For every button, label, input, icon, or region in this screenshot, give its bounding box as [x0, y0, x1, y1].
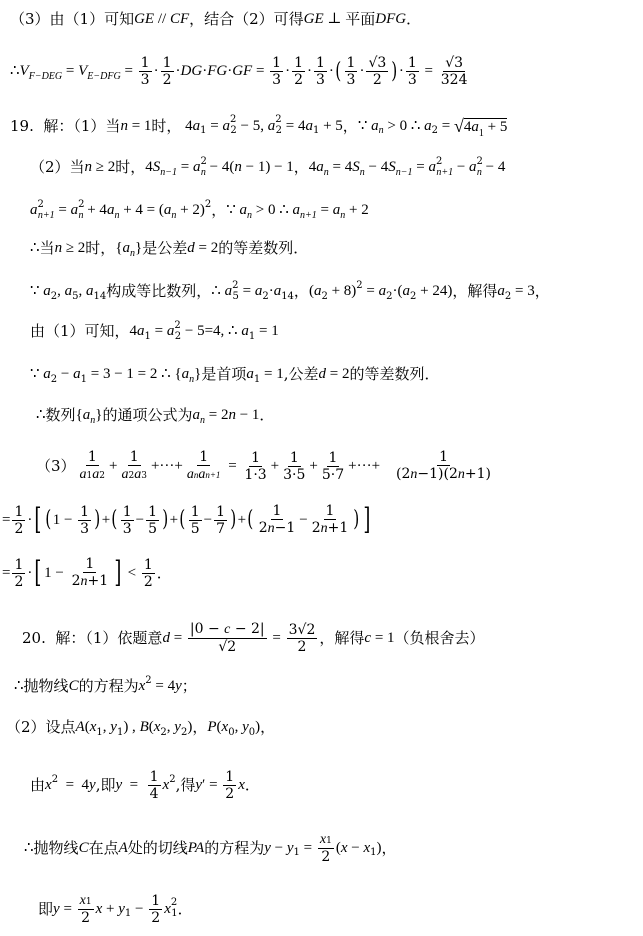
- line-6: ∴ 当 n ≥ 2 时， { a n } 是公差 d = 2 的等差数列．: [30, 239, 309, 259]
- line-5: a 2 n+1 = a 2 n + 4 a n + 4 = ( a n + 2) 2 ， ∵ a n > 0 ∴ a n+1 = a n + 2: [30, 198, 369, 221]
- line-15: ∴ 抛物线 C 的方程为 x 2 = 4 y ；: [14, 674, 197, 695]
- line-7: ∵ a 2 , a 5 , a 14 构成等比数列， ∴ a 2 5 = a 2 · a 14 ， ( a 2 + 8) 2 = a 2 ·( a 2 + 24) ，解得 a 2 = 3 ，: [30, 279, 550, 302]
- line-17: 由 x 2 = 4 y ,即 y = $\frac{1}{4}$ x 2 ,得 y ′ = $\frac{1}{2}$ x ．: [30, 769, 260, 802]
- line-13: = $\frac{1}{2}$ · [ 1 − $\frac{1}{2n+1}$ ] < $\frac{1}{2}$ ．: [2, 555, 172, 590]
- line-12: = $\frac{1}{2}$ · [ ( 1 − $\frac{1}{3}$ ) + ( $\frac{1}{3}$ − $\frac{1}{5}$ ) + ( $\frac{1}{5}$ − $\frac{1}{7}$ ) + ( $\frac{1}{2n-1}$ − $\frac{1}{2n+1}$ ) ]: [2, 502, 371, 537]
- line-18: ∴ 抛物线 C 在点 A 处的切线 PA 的方程为 y − y 1 = $\frac{x1}{2}$ ( x − x 1 ) ，: [24, 832, 397, 865]
- line-19: 即 y = $\frac{x1}{2}$ x + y 1 − $\frac{1}{2}$ x 2 1 ．: [38, 892, 193, 926]
- line-14: 20. 解：（1）依题意 d = $\frac{|0 - c - 2|}{√2}$ = $\frac{3√2}{2}$ ，解得 c = 1 （负根舍去）: [22, 621, 485, 655]
- line-4: （2）当 n ≥ 2 时， 4 S n−1 = a 2 n − 4( n − 1) − 1 ， 4 a n = 4 S n − 4 S n−1 = a 2 n+1 − a 2 n − 4: [30, 155, 506, 178]
- line-2: ∴ V F−DEG = V E−DFG = $\frac{1}{3}$ · $\frac{1}{2}$ · DG · FG · GF = $\frac{1}{3}$ · $\frac{1}{2}$ · $\frac{1}{3}$ · ( $\frac{1}{3}$ · $\frac{√3}{2}$ ) · $\frac{1}{3}$ = $\frac{√3}{324}$: [10, 55, 468, 88]
- line-16: （2）设点 A ( x 1 , y 1 ) , B ( x 2 , y 2 ) ， P ( x 0 , y 0 ) ，: [6, 718, 276, 738]
- line-9: ∵ a 2 − a 1 = 3 − 1 = 2 ∴ { a n } 是首项 a 1 = 1 ,公差 d = 2 的等差数列．: [30, 365, 440, 385]
- line-3: 19. 解：（1）当 n = 1 时， 4 a 1 = a 2 2 − 5, a 2 2 = 4 a 1 + 5 ， ∵ a n > 0 ∴ a 2 = √ $4a_1 + 5$: [10, 114, 508, 139]
- line-1: （3）由（1）可知 GE // CF ，结合（2）可得 GE ⊥ 平面 DFG ．: [10, 10, 422, 28]
- line-11: （3） $\frac{1}{a1a2}$ + $\frac{1}{a2a3}$ +···+ $\frac{1}{\text{anan+1}}$ = $\frac{1}{1\cdot 3}$ + $\frac{1}{3\cdot 5}$ + $\frac{1}{5\cdot 7}$ +···+ $\frac{1}{(2n-1)(2n+1)}$: [36, 449, 491, 483]
- line-10: ∴ 数列 { a n } 的通项公式为 a n = 2 n − 1 ．: [36, 406, 275, 426]
- line-8: 由（1）可知， 4 a 1 = a 2 2 − 5=4, ∴ a 1 = 1: [30, 319, 279, 342]
